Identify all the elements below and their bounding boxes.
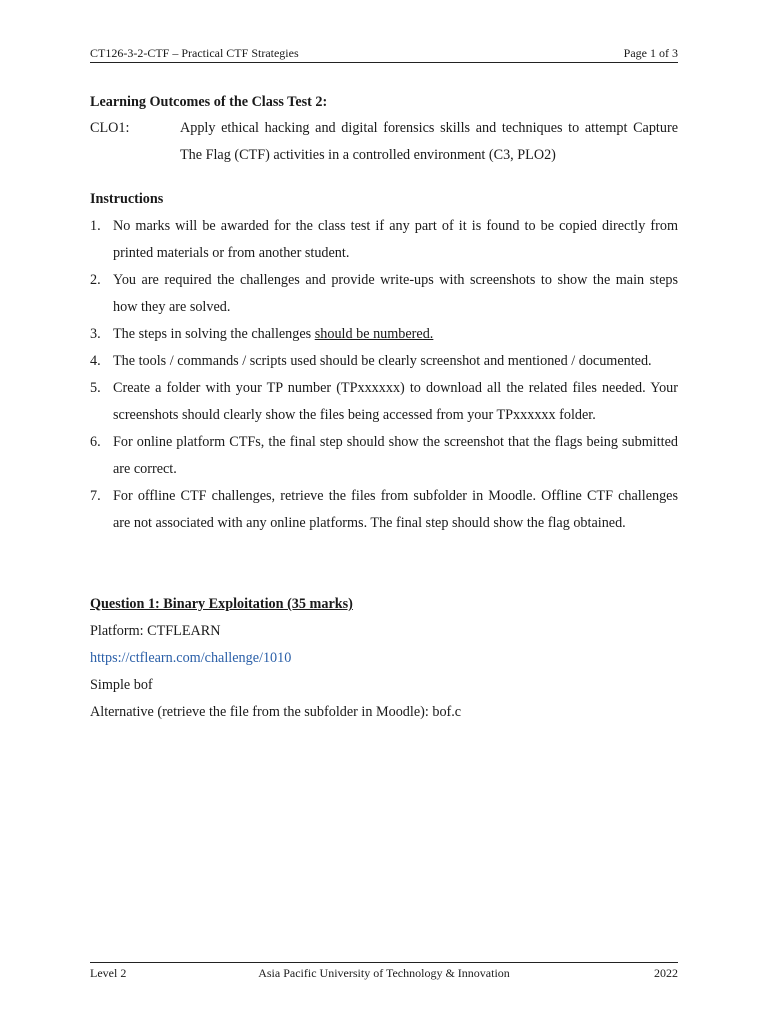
instruction-number: 2. — [90, 272, 101, 288]
instruction-item — [90, 483, 678, 537]
instruction-underlined-text: should be numbered. — [314, 326, 434, 342]
clo1-label: CLO1: — [90, 120, 130, 136]
question1-heading: Question 1: Binary Exploitation (35 marks) — [90, 596, 353, 612]
page-number: Page 1 of 3 — [623, 46, 678, 60]
instruction-text: The steps in solving the challenges — [113, 326, 315, 342]
footer-level: Level 2 — [90, 966, 127, 980]
clo1-text: Apply ethical hacking and digital forensics skills and techniques to attempt Capture The Flag (CTF) activities in a controlled environment (C3, PLO2) — [180, 120, 678, 163]
instruction-item — [90, 348, 678, 375]
platform-line: Platform: CTFLEARN — [90, 623, 221, 639]
course-code: CT126-3-2-CTF – Practical CTF Strategies — [90, 46, 299, 60]
page-header — [90, 46, 678, 63]
instruction-number: 5. — [90, 380, 101, 396]
instruction-number: 6. — [90, 434, 101, 450]
instruction-text: You are required the challenges and provide write-ups with screenshots to show the main steps how they are solved. — [113, 272, 678, 315]
instruction-item — [90, 267, 678, 321]
instruction-item — [90, 321, 678, 348]
footer-university: Asia Pacific University of Technology & Innovation — [258, 966, 510, 980]
document-body — [90, 94, 678, 726]
alternative-line: Alternative (retrieve the file from the subfolder in Moodle): bof.c — [90, 704, 462, 720]
clo1-row — [90, 115, 678, 169]
challenge-link[interactable]: https://ctflearn.com/challenge/1010 — [90, 650, 292, 666]
instruction-number: 7. — [90, 488, 101, 504]
instruction-item — [90, 429, 678, 483]
instruction-number: 3. — [90, 326, 101, 342]
instruction-text: For online platform CTFs, the final step should show the screenshot that the flags being submitted are correct. — [113, 434, 678, 477]
instructions-heading: Instructions — [90, 191, 164, 207]
footer-year: 2022 — [654, 966, 678, 980]
instruction-item — [90, 375, 678, 429]
instruction-text: The tools / commands / scripts used should be clearly screenshot and mentioned / documented. — [113, 353, 652, 369]
learning-outcomes-heading: Learning Outcomes of the Class Test 2: — [90, 94, 328, 110]
instruction-number: 1. — [90, 218, 101, 234]
instructions-list — [90, 213, 678, 537]
instruction-number: 4. — [90, 353, 101, 369]
challenge-name: Simple bof — [90, 677, 153, 693]
instruction-text: For offline CTF challenges, retrieve the files from subfolder in Moodle. Offline CTF challenges are not associated with any online platforms. The final step should show the flag obtained. — [113, 488, 678, 531]
instruction-item — [90, 213, 678, 267]
instruction-text: No marks will be awarded for the class test if any part of it is found to be copied directly from printed materials or from another student. — [113, 218, 678, 261]
page-footer — [90, 962, 678, 981]
instruction-text: Create a folder with your TP number (TPxxxxxx) to download all the related files needed. Your screenshots should clearly show the files being accessed from your TPxxxxxx folder. — [113, 380, 678, 423]
